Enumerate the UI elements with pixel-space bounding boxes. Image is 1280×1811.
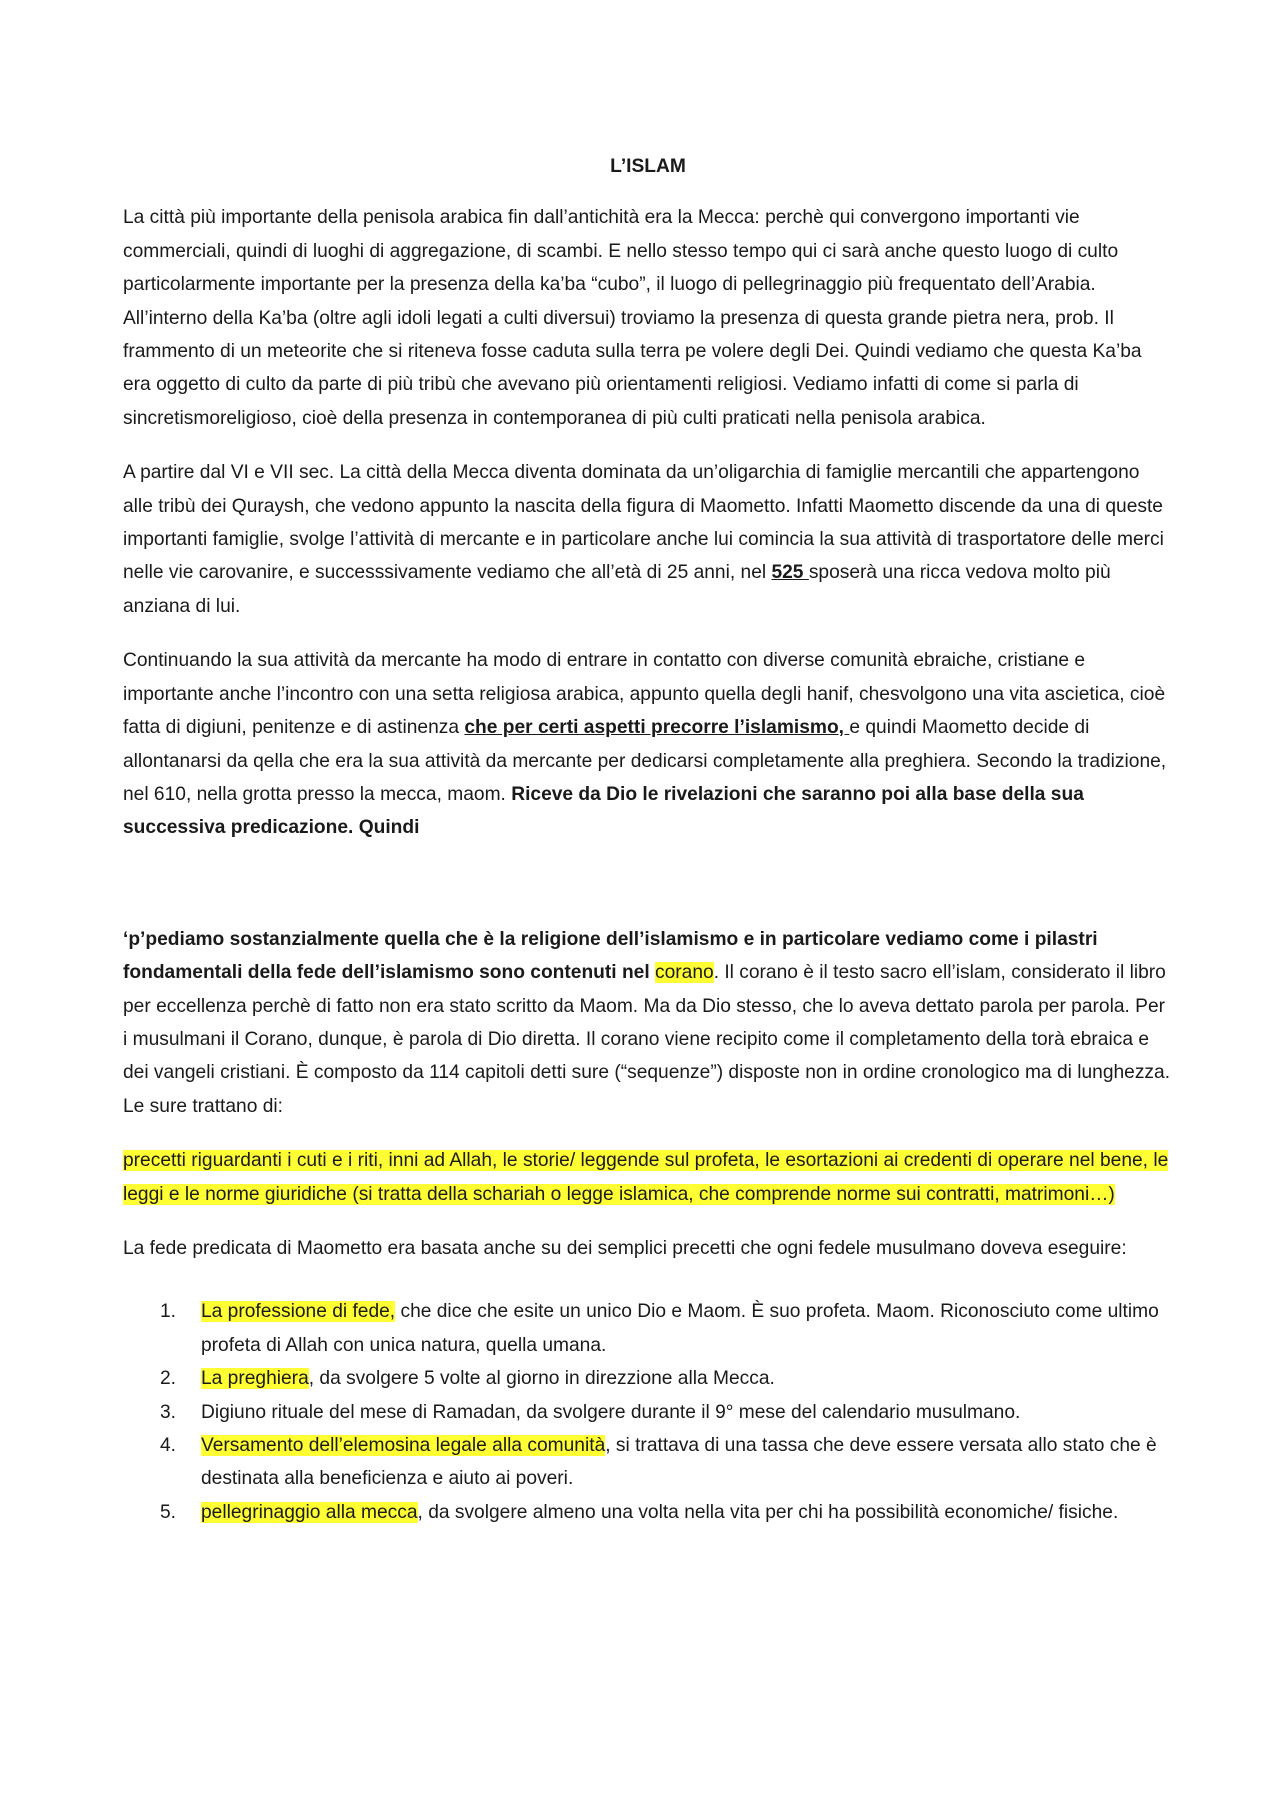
year-525: 525	[771, 562, 809, 584]
paragraph-corano-rest: . Il corano è il testo sacro ell’islam, considerato il libro per eccellenza perchè di fatto non era stato scritto da Maom. Ma da Dio stesso, che lo aveva dettato parola per parola. Per i musulmani il Corano, dunque, è parola di Dio diretta. Il corano viene recipito come il completamento della torà ebraica e dei vangeli cristiani. È composto da 114 capitoli detti sure (“sequenze”) disposte non in ordine cronologico ma di lunghezza. Le sure trattano di:	[123, 962, 1171, 1117]
list-item	[123, 1362, 1173, 1395]
paragraph-maometto-end: sposerà una ricca vedova molto più anziana di lui.	[123, 562, 1111, 617]
list-item	[123, 1429, 1173, 1496]
list-number: 5.	[160, 1501, 177, 1523]
pilastri-bold: ‘p’pediamo sostanzialmente quella che è la religione dell’islamismo e in particolare vediamo come i pilastri fondamentali della fede dell’islamismo sono contenuti nel	[123, 928, 1098, 984]
list-number: 4.	[160, 1435, 177, 1456]
list-number: 2.	[160, 1368, 177, 1390]
list-number: 1.	[160, 1301, 177, 1323]
list-highlight: pellegrinaggio alla mecca	[201, 1501, 418, 1523]
list-number: 3.	[160, 1401, 177, 1423]
precorre-islamismo: che per certi aspetti precorre l’islamismo,	[464, 717, 850, 739]
list-text: che dice che esite un unico Dio e Maom. È suo profeta. Maom. Riconosciuto come ultimo profeta di Allah con unica natura, quella umana.	[201, 1301, 1159, 1356]
list-text: , da svolgere 5 volte al giorno in direzzione alla Mecca.	[308, 1368, 775, 1390]
paragraph-hanif	[123, 644, 1173, 844]
list-item	[123, 1396, 1173, 1429]
list-item	[123, 1295, 1173, 1362]
page-gap	[123, 866, 1173, 923]
list-text: Digiuno rituale del mese di Ramadan, da svolgere durante il 9° mese del calendario musulmano.	[201, 1401, 1021, 1423]
list-highlight: La preghiera	[201, 1368, 309, 1390]
paragraph-maometto-text: A partire dal VI e VII sec. La città della Mecca diventa dominata da un’oligarchia di famiglie mercantili che appartengono alle tribù dei Quraysh, che vedono appunto la nascita della figura di Maometto. Infatti Maometto discende da una di queste importanti famiglie, svolge l’attività di mercante e in particolare anche lui comincia la sua attività di trasportatore delle merci nelle vie carovanire, e successsivamente vediamo che all’età di 25 anni, nel	[123, 462, 1164, 584]
paragraph-sure	[123, 1144, 1173, 1211]
sure-highlight: precetti riguardanti i cuti e i riti, inni ad Allah, le storie/ leggende sul profeta, le esortazioni ai credenti di operare nel bene, le leggi e le norme giuridiche (si tratta della schariah o legge islamica, che comprende norme sui contratti, matrimoni…)	[123, 1150, 1169, 1205]
list-highlight: La professione di fede,	[201, 1301, 396, 1323]
paragraph-mecca: La città più importante della penisola arabica fin dall’antichità era la Mecca: perchè qui convergono importanti vie commerciali, quindi di luoghi di aggregazione, di scambi. E nello stesso tempo qui ci sarà anche questo luogo di culto particolarmente importante per la presenza della ka’ba “cubo”, il luogo di pellegrinaggio più frequentato dell’Arabia. All’interno della Ka’ba (oltre agli idoli legati a culti diversui) troviamo la presenza di questa grande pietra nera, prob. Il frammento di un meteorite che si riteneva fosse caduta sulla terra pe volere degli Dei. Quindi vediamo che questa Ka’ba era oggetto di culto da parte di più tribù che avevano più orientamenti religiosi. Vediamo infatti di come si parla di sincretismoreligioso, cioè della presenza in contemporanea di più culti praticati nella penisola arabica.	[123, 207, 1142, 429]
rivelazioni-bold: Riceve da Dio le rivelazioni che saranno poi alla base della sua successiva predicazione. Quindi	[123, 783, 1084, 839]
paragraph-precetti: La fede predicata di Maometto era basata anche su dei semplici precetti che ogni fedele musulmano doveva eseguire:	[123, 1237, 1127, 1259]
document-page	[123, 150, 1173, 1529]
list-item	[123, 1496, 1173, 1529]
list-text: , si trattava di una tassa che deve essere versata allo stato che è destinata alla beneficienza e aiuto ai poveri.	[201, 1435, 1157, 1490]
paragraph-maometto	[123, 456, 1173, 623]
corano-highlight: corano	[655, 962, 714, 984]
paragraph-hanif-middle: e quindi Maometto decide di allontanarsi da qella che era la sua attività da mercante per dedicarsi completamente alla preghiera. Secondo la tradizione, nel 610, nella grotta presso la mecca, maom.	[123, 717, 1167, 805]
list-highlight: Versamento dell’elemosina legale alla comunità	[201, 1435, 606, 1456]
paragraph-hanif-text: Continuando la sua attività da mercante ha modo di entrare in contatto con diverse comunità ebraiche, cristiane e importante anche l’incontro con una setta religiosa arabica, appunto quella degli hanif, chesvolgono una vita ascietica, cioè fatta di digiuni, penitenze e di astinenza	[123, 650, 1166, 739]
list-text: , da svolgere almeno una volta nella vita per chi ha possibilità economiche/ fisiche.	[417, 1501, 1119, 1523]
paragraph-corano	[123, 923, 1173, 1123]
document-title: L’ISLAM	[610, 156, 686, 177]
pillars-list	[123, 1295, 1173, 1529]
